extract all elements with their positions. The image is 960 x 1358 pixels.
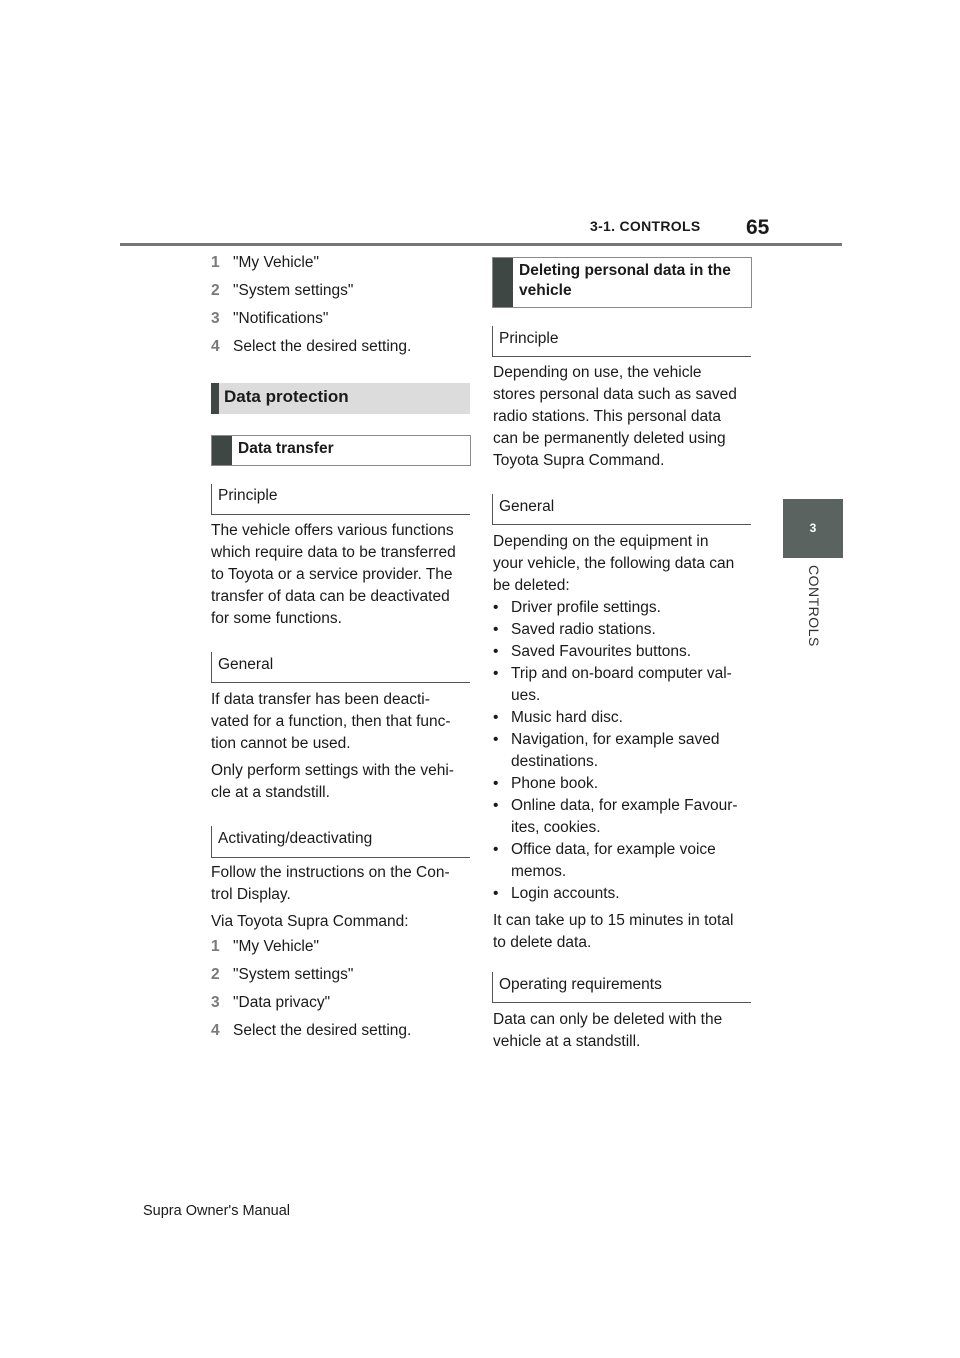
step-item: 1 "My Vehicle" <box>211 254 319 271</box>
list-item: • Navigation, for example saved destinations. <box>493 731 720 770</box>
list-item: • Saved radio stations. <box>493 621 656 638</box>
step-item: 1 "My Vehicle" <box>211 938 319 955</box>
list-item: • Music hard disc. <box>493 709 623 726</box>
footer-manual-title: Supra Owner's Manual <box>143 1203 291 1219</box>
data-protection-heading: Data protection <box>211 383 470 414</box>
activating-subheading: Activating/deactivating <box>211 826 470 858</box>
right-general-paragraph: Depending on the equipment in your vehicle, the following data can be deleted: • Driver profile settings. • Saved radio stations. • Saved Favourites buttons. • Trip and on-board computer val- ues. • Music hard disc. • Navigation, for example saved destinations. • Phone book. • Online data, for example Favour- ites, cookies. • Office data, for example voice memos. • Login accounts. It can take up to 15 minutes in total to delete data. <box>493 531 755 954</box>
list-item: • Login accounts. <box>493 885 620 902</box>
steps-bottom <box>211 936 471 1048</box>
step-item: 3 "Notifications" <box>211 310 329 327</box>
chapter-tab-number: 3 <box>783 499 843 558</box>
deleting-data-heading: Deleting personal data in the vehicle <box>492 257 752 308</box>
right-principle-subheading: Principle <box>492 326 751 357</box>
list-item: • Office data, for example voice memos. <box>493 841 716 880</box>
page-number: 65 <box>746 216 770 239</box>
header-rule <box>120 243 842 246</box>
step-item: 2 "System settings" <box>211 282 354 299</box>
right-principle-paragraph: Depending on use, the vehicle stores personal data such as saved radio stations. This personal data can be permanently deleted using Toyota Supra Command. <box>493 364 737 469</box>
step-item: 4 Select the desired setting. <box>211 338 412 355</box>
general-subheading: General <box>211 652 470 683</box>
chapter-tab-label: CONTROLS <box>806 565 822 647</box>
operating-paragraph: Data can only be deleted with the vehicle at a standstill. <box>493 1011 723 1050</box>
activating-paragraph: Follow the instructions on the Con- trol Display. Via Toyota Supra Command: <box>211 864 450 930</box>
general-paragraph: If data transfer has been deacti- vated for a function, then that func- tion cannot be used. Only perform settings with the vehi- cle at a standstill. <box>211 691 454 801</box>
principle-subheading: Principle <box>211 484 470 515</box>
data-transfer-heading: Data transfer <box>211 435 471 466</box>
list-item: • Online data, for example Favour- ites, cookies. <box>493 797 738 836</box>
operating-requirements-subheading: Operating requirements <box>492 972 751 1003</box>
step-item: 4 Select the desired setting. <box>211 1022 412 1039</box>
principle-paragraph: The vehicle offers various functions which require data to be transferred to Toyota or a service provider. The transfer of data can be deactivated for some functions. <box>211 522 456 627</box>
steps-top <box>211 252 471 364</box>
right-general-subheading: General <box>492 494 751 525</box>
step-item: 3 "Data privacy" <box>211 994 331 1011</box>
step-item: 2 "System settings" <box>211 966 354 983</box>
running-header-section: 3-1. CONTROLS <box>590 218 701 234</box>
list-item: • Driver profile settings. <box>493 599 661 616</box>
list-item: • Trip and on-board computer val- ues. <box>493 665 732 704</box>
list-item: • Phone book. <box>493 775 599 792</box>
list-item: • Saved Favourites buttons. <box>493 643 692 660</box>
